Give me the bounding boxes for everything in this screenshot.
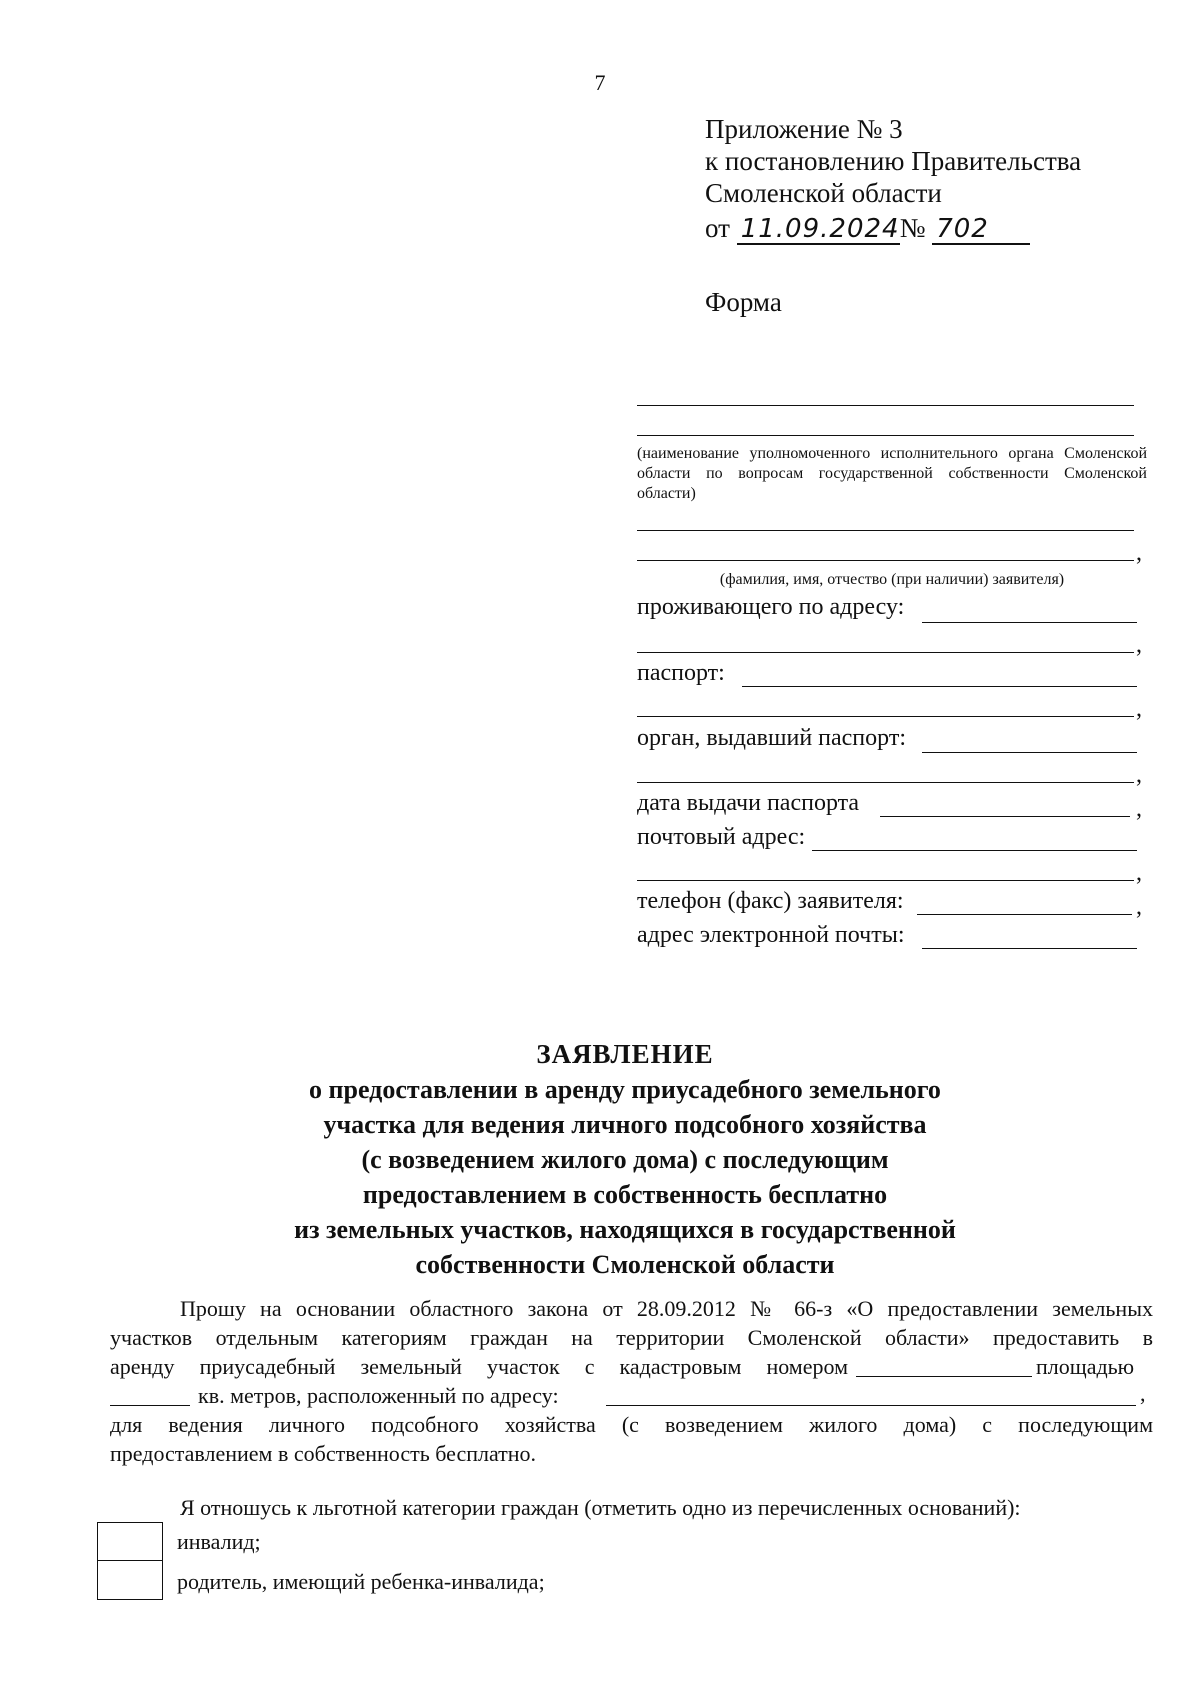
comma: , bbox=[1136, 632, 1142, 658]
applicant-line-2[interactable] bbox=[637, 560, 1134, 561]
comma: , bbox=[1136, 860, 1142, 886]
address-input-line[interactable] bbox=[922, 622, 1137, 623]
appendix-title: Приложение № 3 bbox=[705, 114, 903, 144]
email-input-line[interactable] bbox=[922, 948, 1137, 949]
body-line-5: для ведения личного подсобного хозяйства (с возведением жилого дома) с последующим bbox=[110, 1412, 1153, 1437]
appendix-resolution: к постановлению Правительства bbox=[705, 146, 1082, 176]
category-item: инвалид; bbox=[177, 1529, 261, 1554]
comma: , bbox=[1136, 894, 1142, 920]
body-line-2: участков отдельным категориям граждан на территории Смоленской области» предоставить в bbox=[110, 1325, 1153, 1350]
comma: , bbox=[1136, 762, 1142, 788]
body-line-3a: аренду приусадебный земельный участок с кадастровым номером bbox=[110, 1354, 848, 1379]
email-label: адрес электронной почты: bbox=[637, 922, 905, 948]
applicant-line-1[interactable] bbox=[637, 530, 1134, 531]
postal-address-input-line[interactable] bbox=[812, 850, 1137, 851]
title-line: (с возведением жилого дома) с последующим bbox=[361, 1145, 889, 1174]
applicant-caption: (фамилия, имя, отчество (при наличии) заявителя) bbox=[719, 571, 1065, 588]
area-input-line[interactable] bbox=[110, 1405, 190, 1406]
comma: , bbox=[1136, 796, 1142, 822]
handwritten-number: 702 bbox=[932, 215, 1030, 245]
authority-line-2[interactable] bbox=[637, 435, 1134, 436]
number-prefix: № bbox=[899, 213, 926, 243]
passport-issue-date-input-line[interactable] bbox=[880, 816, 1130, 817]
address-label: проживающего по адресу: bbox=[637, 594, 905, 620]
phone-input-line[interactable] bbox=[917, 914, 1132, 915]
title-line: о предоставлении в аренду приусадебного земельного bbox=[309, 1075, 941, 1104]
passport-input-line-2[interactable] bbox=[637, 716, 1134, 717]
appendix-date-line bbox=[705, 212, 1030, 245]
authority-caption: (наименование уполномоченного исполнительного органа Смоленской области по вопросам государственной собственности Смоленской области) bbox=[637, 445, 1147, 502]
parent-checkbox[interactable] bbox=[97, 1560, 163, 1600]
comma: , bbox=[1136, 540, 1142, 566]
title-main: ЗАЯВЛЕНИЕ bbox=[536, 1039, 714, 1069]
title-line: собственности Смоленской области bbox=[415, 1250, 835, 1279]
phone-label: телефон (факс) заявителя: bbox=[637, 888, 904, 914]
body-line-1: Прошу на основании областного закона от 28.09.2012 № 66-з «О предоставлении земельных bbox=[180, 1296, 1153, 1321]
disabled-checkbox[interactable] bbox=[97, 1522, 163, 1562]
page-number: 7 bbox=[594, 70, 606, 95]
passport-issuer-label: орган, выдавший паспорт: bbox=[637, 725, 906, 751]
passport-issue-date-label: дата выдачи паспорта bbox=[637, 790, 860, 816]
passport-issuer-input-line[interactable] bbox=[922, 752, 1137, 753]
title-line: участка для ведения личного подсобного хозяйства bbox=[323, 1110, 927, 1139]
document-title bbox=[0, 1037, 1200, 1282]
comma: , bbox=[1140, 1381, 1146, 1406]
cadastral-number-input-line[interactable] bbox=[856, 1376, 1032, 1377]
passport-issuer-input-line-2[interactable] bbox=[637, 782, 1134, 783]
plot-address-input-line[interactable] bbox=[606, 1405, 1136, 1406]
authority-line-1[interactable] bbox=[637, 405, 1134, 406]
categories-intro: Я отношусь к льготной категории граждан (отметить одно из перечисленных оснований): bbox=[180, 1495, 1021, 1520]
body-line-6: предоставлением в собственность бесплатно. bbox=[110, 1441, 537, 1466]
date-prefix: от bbox=[705, 213, 730, 243]
category-item: родитель, имеющий ребенка-инвалида; bbox=[177, 1569, 545, 1594]
body-line-4a: кв. метров, расположенный по адресу: bbox=[198, 1383, 559, 1408]
postal-address-label: почтовый адрес: bbox=[637, 824, 806, 850]
passport-input-line[interactable] bbox=[742, 686, 1137, 687]
form-label: Форма bbox=[705, 287, 782, 317]
appendix-region: Смоленской области bbox=[705, 178, 942, 208]
title-line: предоставлением в собственность бесплатно bbox=[362, 1180, 888, 1209]
handwritten-date: 11.09.2024 bbox=[737, 215, 900, 245]
title-line: из земельных участков, находящихся в государственной bbox=[294, 1215, 956, 1244]
postal-address-input-line-2[interactable] bbox=[637, 880, 1134, 881]
passport-label: паспорт: bbox=[637, 660, 725, 686]
address-input-line-2[interactable] bbox=[637, 652, 1134, 653]
body-line-3b: площадью bbox=[1036, 1354, 1135, 1379]
comma: , bbox=[1136, 696, 1142, 722]
